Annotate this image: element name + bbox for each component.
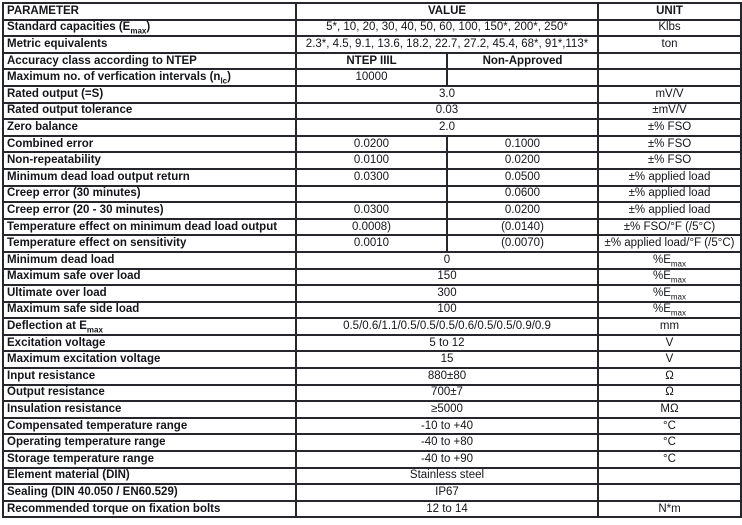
- table-row: [3, 401, 741, 418]
- value-cell-right: 0.1000: [447, 136, 598, 153]
- param-cell: Accuracy class according to NTEP: [3, 53, 296, 70]
- param-cell: Minimum dead load: [3, 252, 296, 269]
- value-cell-right: [447, 69, 598, 86]
- table-row: [3, 451, 741, 468]
- table-row: [3, 136, 741, 153]
- value-cell: -40 to +80: [296, 434, 598, 451]
- unit-cell: ton: [598, 36, 741, 53]
- value-cell-left: 0.0008): [296, 219, 447, 236]
- value-cell: -40 to +90: [296, 451, 598, 468]
- value-cell-left: 0.0200: [296, 136, 447, 153]
- table-row: [3, 368, 741, 385]
- table-row: [3, 285, 741, 302]
- table-row: [3, 20, 741, 37]
- value-cell: 150: [296, 269, 598, 286]
- table-row: [3, 169, 741, 186]
- unit-cell: ±% FSO: [598, 152, 741, 169]
- unit-cell: [598, 69, 741, 86]
- unit-cell: V: [598, 335, 741, 352]
- value-cell-right: 0.0200: [447, 202, 598, 219]
- table-row: [3, 434, 741, 451]
- table-row: [3, 235, 741, 252]
- value-cell-left: [296, 186, 447, 203]
- value-cell-left: 10000: [296, 69, 447, 86]
- table-row: [3, 36, 741, 53]
- param-cell: Element material (DIN): [3, 468, 296, 485]
- table-row: [3, 202, 741, 219]
- param-cell: Compensated temperature range: [3, 418, 296, 435]
- unit-cell: V: [598, 351, 741, 368]
- unit-header: UNIT: [598, 3, 741, 20]
- spec-table-body: [3, 20, 741, 518]
- table-row: [3, 269, 741, 286]
- unit-cell: N*m: [598, 501, 741, 518]
- param-cell: Maximum no. of verfication intervals $(n_{lc})$: [3, 69, 296, 86]
- param-cell: Minimum dead load output return: [3, 169, 296, 186]
- unit-cell: °C: [598, 418, 741, 435]
- header-row: [3, 3, 741, 20]
- param-cell: Non-repeatability: [3, 152, 296, 169]
- value-cell: 12 to 14: [296, 501, 598, 518]
- param-cell: Maximum excitation voltage: [3, 351, 296, 368]
- param-header: PARAMETER: [3, 3, 296, 20]
- param-cell: Deflection at $E_{max}$: [3, 318, 296, 335]
- value-cell-left: 0.0010: [296, 235, 447, 252]
- param-cell: Output resistance: [3, 385, 296, 402]
- value-cell: 3.0: [296, 86, 598, 103]
- unit-cell: [598, 468, 741, 485]
- param-cell: Metric equivalents: [3, 36, 296, 53]
- value-cell: 880±80: [296, 368, 598, 385]
- table-row: [3, 484, 741, 501]
- unit-cell: Ω: [598, 385, 741, 402]
- value-cell-right: 0.0200: [447, 152, 598, 169]
- param-cell: Input resistance: [3, 368, 296, 385]
- table-row: [3, 302, 741, 319]
- param-cell: Operating temperature range: [3, 434, 296, 451]
- unit-cell: [598, 53, 741, 70]
- table-row: [3, 103, 741, 120]
- value-cell: 300: [296, 285, 598, 302]
- param-cell: Rated output tolerance: [3, 103, 296, 120]
- table-row: [3, 335, 741, 352]
- value-cell: 100: [296, 302, 598, 319]
- unit-cell: $\%E_{max}$: [598, 285, 741, 302]
- value-cell-right: 0.0500: [447, 169, 598, 186]
- table-row: [3, 86, 741, 103]
- unit-cell: ±% applied load: [598, 186, 741, 203]
- param-cell: Sealing (DIN 40.050 / EN60.529): [3, 484, 296, 501]
- value-cell-left: 0.0300: [296, 169, 447, 186]
- value-cell: 700±7: [296, 385, 598, 402]
- unit-cell: MΩ: [598, 401, 741, 418]
- param-cell: Creep error (20 - 30 minutes): [3, 202, 296, 219]
- value-cell: ≥5000: [296, 401, 598, 418]
- param-cell: Excitation voltage: [3, 335, 296, 352]
- value-cell: 0.03: [296, 103, 598, 120]
- table-row: [3, 252, 741, 269]
- value-cell: Stainless steel: [296, 468, 598, 485]
- table-row: [3, 418, 741, 435]
- table-row: [3, 351, 741, 368]
- value-cell: 0: [296, 252, 598, 269]
- unit-cell: Ω: [598, 368, 741, 385]
- value-cell: 0.5/0.6/1.1/0.5/0.5/0.5/0.6/0.5/0.5/0.9/0.9: [296, 318, 598, 335]
- table-row: [3, 219, 741, 236]
- value-cell: 15: [296, 351, 598, 368]
- unit-cell: ±% FSO: [598, 119, 741, 136]
- unit-cell: °C: [598, 434, 741, 451]
- unit-cell: ±% FSO: [598, 136, 741, 153]
- unit-cell: mm: [598, 318, 741, 335]
- param-cell: Maximum safe side load: [3, 302, 296, 319]
- table-row: [3, 119, 741, 136]
- unit-cell: $\%E_{max}$: [598, 302, 741, 319]
- value-cell: -10 to +40: [296, 418, 598, 435]
- param-cell: Combined error: [3, 136, 296, 153]
- unit-cell: $\%E_{max}$: [598, 269, 741, 286]
- table-row: [3, 501, 741, 518]
- param-cell: Rated output (=S): [3, 86, 296, 103]
- param-cell: Ultimate over load: [3, 285, 296, 302]
- param-cell: Temperature effect on sensitivity: [3, 235, 296, 252]
- value-cell: 2.3*, 4.5, 9.1, 13.6, 18.2, 22.7, 27.2, 45.4, 68*, 91*,113*: [296, 36, 598, 53]
- unit-cell: ±% applied load: [598, 169, 741, 186]
- value-cell: IP67: [296, 484, 598, 501]
- unit-cell: $\%E_{max}$: [598, 252, 741, 269]
- table-row: [3, 69, 741, 86]
- param-cell: Temperature effect on minimum dead load output: [3, 219, 296, 236]
- spec-table: [2, 2, 742, 518]
- param-cell: Zero balance: [3, 119, 296, 136]
- unit-cell: ±% FSO/°F (/5°C): [598, 219, 741, 236]
- param-cell: Recommended torque on fixation bolts: [3, 501, 296, 518]
- value-cell-left: NTEP IIIL: [296, 53, 447, 70]
- value-cell-left: 0.0300: [296, 202, 447, 219]
- value-cell-right: 0.0600: [447, 186, 598, 203]
- table-row: [3, 152, 741, 169]
- value-cell-right: (0.0070): [447, 235, 598, 252]
- param-cell: Maximum safe over load: [3, 269, 296, 286]
- table-row: [3, 318, 741, 335]
- unit-cell: ±% applied load/°F (/5°C): [598, 235, 741, 252]
- param-cell: Storage temperature range: [3, 451, 296, 468]
- table-row: [3, 186, 741, 203]
- table-row: [3, 385, 741, 402]
- value-cell-right: Non-Approved: [447, 53, 598, 70]
- value-cell: 5*, 10, 20, 30, 40, 50, 60, 100, 150*, 200*, 250*: [296, 20, 598, 37]
- param-cell: Insulation resistance: [3, 401, 296, 418]
- param-cell: Standard capacities $(E_{max})$: [3, 20, 296, 37]
- value-cell: 2.0: [296, 119, 598, 136]
- param-cell: Creep error (30 minutes): [3, 186, 296, 203]
- value-cell: 5 to 12: [296, 335, 598, 352]
- value-cell-left: 0.0100: [296, 152, 447, 169]
- unit-cell: ±% applied load: [598, 202, 741, 219]
- value-header: VALUE: [296, 3, 598, 20]
- unit-cell: ±mV/V: [598, 103, 741, 120]
- unit-cell: [598, 484, 741, 501]
- value-cell-right: (0.0140): [447, 219, 598, 236]
- table-row: [3, 468, 741, 485]
- unit-cell: °C: [598, 451, 741, 468]
- table-row: [3, 53, 741, 70]
- unit-cell: mV/V: [598, 86, 741, 103]
- unit-cell: Klbs: [598, 20, 741, 37]
